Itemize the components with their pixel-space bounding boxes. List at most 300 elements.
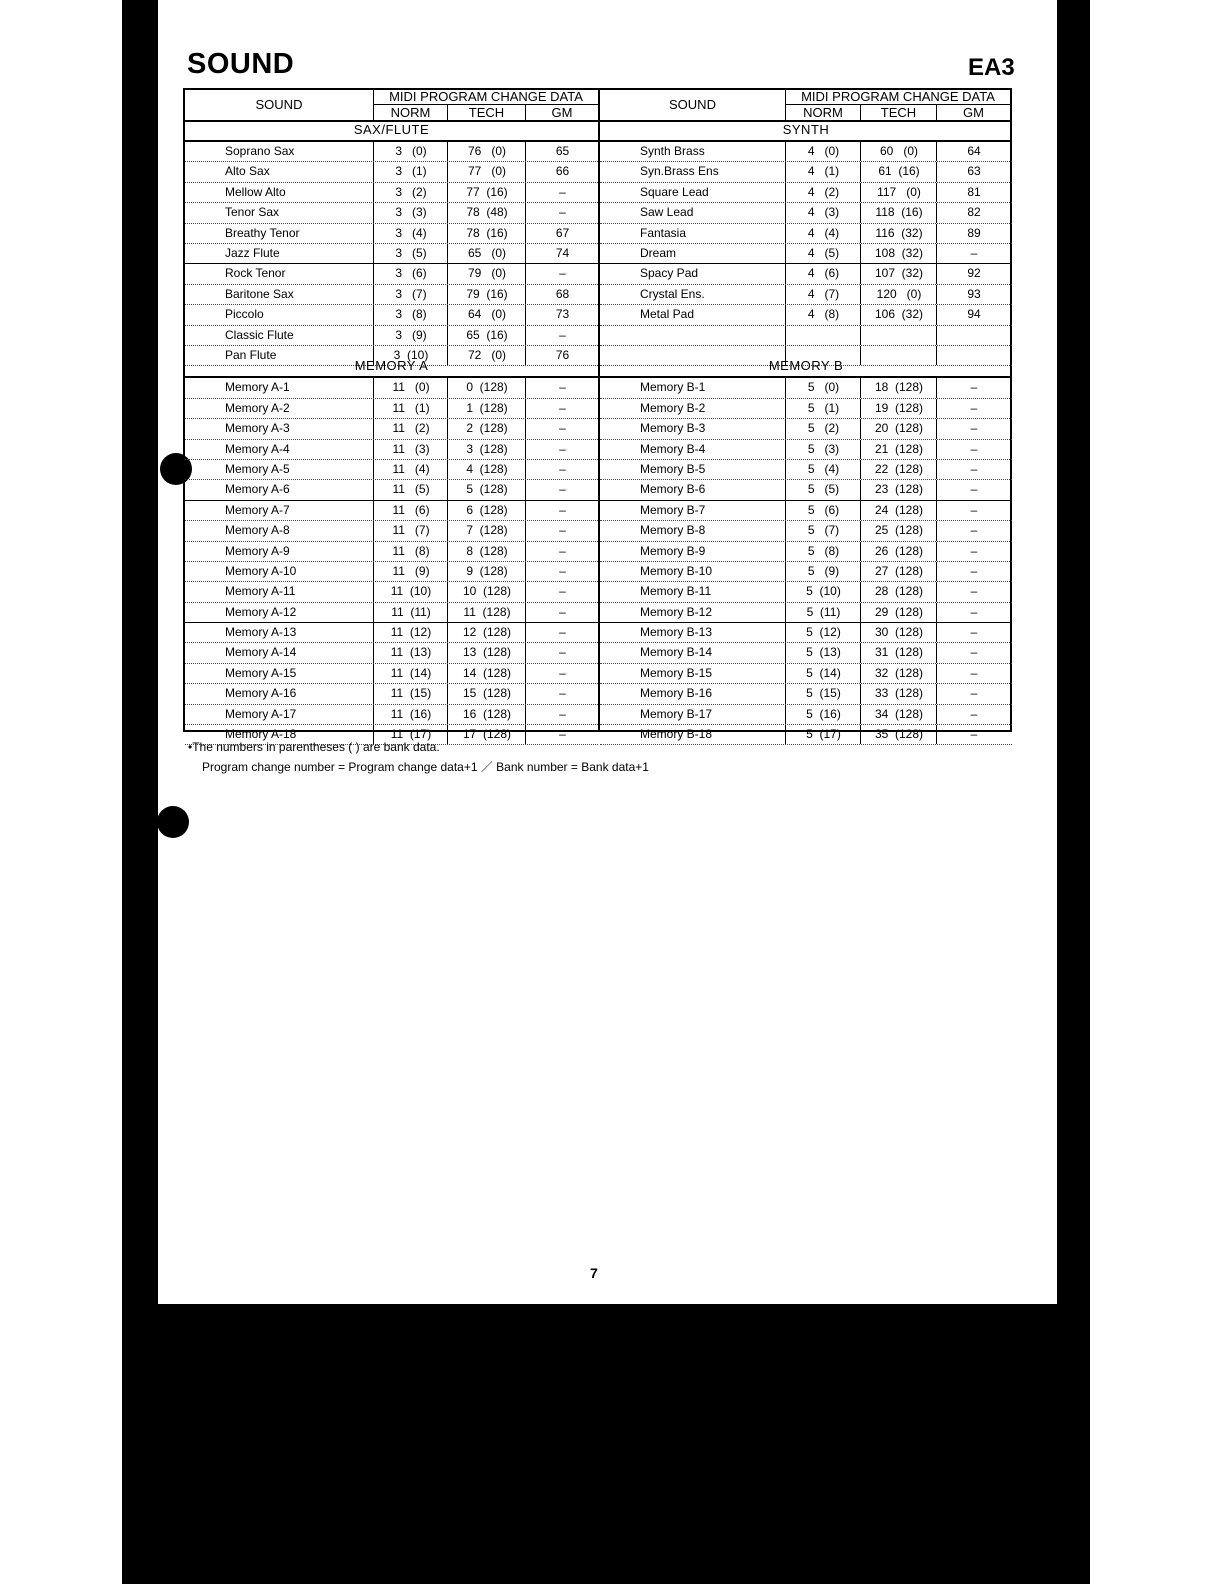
gm-value: –	[525, 684, 599, 703]
gm-value: –	[936, 440, 1011, 459]
table-row	[185, 399, 598, 419]
section-title: MEMORY B	[600, 356, 1012, 378]
norm-value: 3 (1)	[373, 162, 448, 181]
gm-value: –	[525, 378, 599, 397]
sound-name: Saw Lead	[640, 205, 694, 220]
sound-name: Alto Sax	[225, 164, 270, 179]
sound-name: Soprano Sax	[225, 144, 295, 158]
tech-value: 79 (0)	[447, 264, 526, 283]
sound-name: Memory B-12	[640, 604, 713, 619]
table-row	[600, 521, 1012, 541]
footnote-bank-data: •The numbers in parentheses ( ) are bank data.	[188, 740, 440, 754]
tech-value: 0 (128)	[447, 378, 526, 397]
tech-value: 10 (128)	[447, 582, 526, 601]
tech-value: 30 (128)	[860, 623, 937, 642]
norm-value: 5 (14)	[785, 664, 861, 683]
gm-value: 89	[936, 224, 1011, 243]
sound-name: Memory A-15	[225, 665, 297, 680]
sound-name: Memory B-2	[640, 400, 706, 415]
gm-value: –	[525, 603, 599, 622]
table-row	[185, 183, 598, 203]
norm-value: 4 (1)	[785, 162, 861, 181]
tech-value: 32 (128)	[860, 664, 937, 683]
tech-value: 29 (128)	[860, 603, 937, 622]
sound-name: Tenor Sax	[225, 205, 280, 220]
table-row	[600, 162, 1012, 182]
gm-value: 76	[525, 346, 599, 365]
gm-value: –	[525, 664, 599, 683]
norm-value: 3 (10)	[373, 346, 448, 365]
norm-value: 5 (1)	[785, 399, 861, 418]
norm-value: 11 (2)	[373, 419, 448, 438]
norm-value: 11 (16)	[373, 705, 448, 724]
gm-value: –	[936, 643, 1011, 662]
table-row	[185, 378, 598, 398]
gm-value: –	[525, 542, 599, 561]
tech-value: 12 (128)	[447, 623, 526, 642]
table-row	[185, 162, 598, 182]
gm-value: –	[525, 725, 599, 744]
table-row	[185, 244, 598, 264]
section-title: SYNTH	[600, 120, 1012, 142]
sound-name: Memory A-5	[225, 461, 290, 476]
sound-name: Memory A-17	[225, 706, 297, 721]
norm-value: 4 (5)	[785, 244, 861, 263]
tech-value: 72 (0)	[447, 346, 526, 365]
gm-value: –	[525, 419, 599, 438]
sound-name: Memory B-11	[640, 584, 712, 599]
tech-value: 21 (128)	[860, 440, 937, 459]
tech-value: 108 (32)	[860, 244, 937, 263]
tech-value: 7 (128)	[447, 521, 526, 540]
norm-value: 11 (4)	[373, 460, 448, 479]
norm-value: 5 (17)	[785, 725, 861, 744]
gm-value: 92	[936, 264, 1011, 283]
gm-value: –	[525, 326, 599, 345]
table-row	[185, 264, 598, 284]
header-midi: MIDI PROGRAM CHANGE DATA	[785, 90, 1010, 105]
norm-value: 11 (14)	[373, 664, 448, 683]
sound-name: Crystal Ens.	[640, 286, 705, 301]
norm-value: 11 (13)	[373, 643, 448, 662]
gm-value: –	[525, 562, 599, 581]
tech-value: 28 (128)	[860, 582, 937, 601]
norm-value	[785, 326, 861, 345]
gm-value: –	[936, 562, 1011, 581]
norm-value: 4 (3)	[785, 203, 861, 222]
table-row	[600, 480, 1012, 500]
norm-value: 11 (9)	[373, 562, 448, 581]
sound-name: Memory B-6	[640, 482, 706, 497]
tech-value: 23 (128)	[860, 480, 937, 499]
table-row	[600, 244, 1012, 264]
table-row	[185, 460, 598, 480]
tech-value: 78 (16)	[447, 224, 526, 243]
table-row	[185, 326, 598, 346]
tech-value: 33 (128)	[860, 684, 937, 703]
norm-value: 11 (7)	[373, 521, 448, 540]
sound-name: Memory A-8	[225, 523, 290, 538]
tech-value: 20 (128)	[860, 419, 937, 438]
table-row	[600, 440, 1012, 460]
gm-value: –	[936, 603, 1011, 622]
norm-value: 3 (2)	[373, 183, 448, 202]
norm-value: 3 (3)	[373, 203, 448, 222]
tech-value: 11 (128)	[447, 603, 526, 622]
gm-value: 63	[936, 162, 1011, 181]
sound-name: Metal Pad	[640, 307, 695, 322]
norm-value: 11 (1)	[373, 399, 448, 418]
gm-value: 65	[525, 142, 599, 161]
sound-name: Breathy Tenor	[225, 225, 300, 240]
gm-value: –	[936, 480, 1011, 499]
table-row	[600, 305, 1012, 325]
table-row	[600, 643, 1012, 663]
gm-value: 64	[936, 142, 1011, 161]
tech-value: 61 (16)	[860, 162, 937, 181]
norm-value: 5 (0)	[785, 378, 861, 397]
norm-value: 4 (7)	[785, 285, 861, 304]
gm-value: –	[936, 399, 1011, 418]
sound-name: Memory B-9	[640, 543, 706, 558]
norm-value: 5 (15)	[785, 684, 861, 703]
table-row	[600, 664, 1012, 684]
table-row	[600, 705, 1012, 725]
norm-value: 5 (5)	[785, 480, 861, 499]
norm-value: 11 (5)	[373, 480, 448, 499]
sound-name: Mellow Alto	[225, 184, 286, 199]
tech-value: 3 (128)	[447, 440, 526, 459]
sound-name: Memory A-9	[225, 543, 290, 558]
norm-value: 11 (3)	[373, 440, 448, 459]
header-tech: TECH	[860, 105, 936, 120]
gm-value: –	[525, 460, 599, 479]
sound-name: Memory A-18	[225, 727, 297, 742]
table-row	[185, 142, 598, 162]
norm-value: 5 (10)	[785, 582, 861, 601]
table-header	[185, 90, 598, 122]
norm-value: 5 (7)	[785, 521, 861, 540]
tech-value: 77 (16)	[447, 183, 526, 202]
sound-name: Memory A-12	[225, 604, 297, 619]
norm-value: 3 (7)	[373, 285, 448, 304]
table-row	[185, 501, 598, 521]
gm-value: –	[525, 705, 599, 724]
sound-name: Memory A-1	[225, 380, 290, 395]
sound-name: Memory B-1	[640, 380, 706, 395]
gm-value: –	[525, 643, 599, 662]
footnote-formula: Program change number = Program change data+1 ／ Bank number = Bank data+1	[202, 760, 649, 774]
sound-name: Memory A-6	[225, 482, 290, 497]
norm-value: 11 (6)	[373, 501, 448, 520]
sound-name: Memory A-11	[225, 584, 296, 599]
section-title: SAX/FLUTE	[185, 120, 598, 142]
table-row	[185, 480, 598, 500]
norm-value: 11 (8)	[373, 542, 448, 561]
table-row	[185, 603, 598, 623]
gm-value: –	[525, 440, 599, 459]
tech-value: 22 (128)	[860, 460, 937, 479]
gm-value: –	[936, 582, 1011, 601]
sound-name: Memory B-16	[640, 686, 713, 701]
tech-value: 35 (128)	[860, 725, 937, 744]
table-row	[185, 562, 598, 582]
table-row	[185, 623, 598, 643]
tech-value: 13 (128)	[447, 643, 526, 662]
program-change-table	[183, 88, 1012, 742]
norm-value: 4 (8)	[785, 305, 861, 324]
gm-value: 81	[936, 183, 1011, 202]
table-row	[600, 183, 1012, 203]
table-row	[600, 378, 1012, 398]
left-table	[185, 89, 598, 742]
header-sound: SOUND	[669, 97, 716, 112]
sound-name: Memory A-14	[225, 645, 297, 660]
norm-value: 11 (17)	[373, 725, 448, 744]
tech-value: 76 (0)	[447, 142, 526, 161]
tech-value: 16 (128)	[447, 705, 526, 724]
table-row	[185, 664, 598, 684]
table-row	[600, 562, 1012, 582]
table-row	[600, 582, 1012, 602]
gm-value: 66	[525, 162, 599, 181]
gm-value: –	[936, 623, 1011, 642]
norm-value: 5 (12)	[785, 623, 861, 642]
tech-value: 106 (32)	[860, 305, 937, 324]
tech-value: 107 (32)	[860, 264, 937, 283]
norm-value: 5 (11)	[785, 603, 861, 622]
tech-value: 60 (0)	[860, 142, 937, 161]
table-header	[600, 90, 1012, 122]
sound-name: Baritone Sax	[225, 286, 294, 301]
gm-value: 82	[936, 203, 1011, 222]
sound-name: Dream	[640, 245, 677, 260]
tech-value: 118 (16)	[860, 203, 937, 222]
gm-value: –	[936, 244, 1011, 263]
sound-name: Memory A-7	[225, 502, 290, 517]
gm-value: –	[525, 203, 599, 222]
sound-name: Syn.Brass Ens	[640, 164, 719, 179]
norm-value: 3 (8)	[373, 305, 448, 324]
table-row	[600, 142, 1012, 162]
norm-value: 3 (0)	[373, 142, 448, 161]
table-row	[185, 521, 598, 541]
sound-name: Classic Flute	[225, 327, 294, 342]
table-row	[600, 399, 1012, 419]
gm-value: 68	[525, 285, 599, 304]
header-tech: TECH	[447, 105, 525, 120]
tech-value: 15 (128)	[447, 684, 526, 703]
gm-value: 93	[936, 285, 1011, 304]
table-row	[185, 542, 598, 562]
gm-value: –	[936, 501, 1011, 520]
binder-hole	[157, 806, 189, 838]
gm-value: 74	[525, 244, 599, 263]
table-row	[600, 224, 1012, 244]
sound-name: Memory B-5	[640, 461, 706, 476]
gm-value: –	[936, 684, 1011, 703]
sound-name: Rock Tenor	[225, 266, 286, 281]
sound-name: Memory B-14	[640, 645, 713, 660]
norm-value: 5 (16)	[785, 705, 861, 724]
sound-name: Memory B-10	[640, 563, 713, 578]
table-row	[185, 305, 598, 325]
tech-value: 18 (128)	[860, 378, 937, 397]
sound-name: Memory A-10	[225, 563, 297, 578]
tech-value: 31 (128)	[860, 643, 937, 662]
scan-border-bottom	[122, 1304, 1090, 1584]
table-row	[185, 285, 598, 305]
header-gm: GM	[936, 105, 1010, 120]
norm-value: 11 (15)	[373, 684, 448, 703]
tech-value: 77 (0)	[447, 162, 526, 181]
tech-value: 4 (128)	[447, 460, 526, 479]
sound-name: Memory A-3	[225, 421, 290, 436]
norm-value: 3 (4)	[373, 224, 448, 243]
norm-value: 5 (3)	[785, 440, 861, 459]
tech-value: 27 (128)	[860, 562, 937, 581]
section-title: MEMORY A	[185, 356, 598, 378]
table-row	[185, 224, 598, 244]
gm-value: 73	[525, 305, 599, 324]
tech-value: 120 (0)	[860, 285, 937, 304]
tech-value: 8 (128)	[447, 542, 526, 561]
gm-value: –	[936, 664, 1011, 683]
table-row	[600, 623, 1012, 643]
header-norm: NORM	[785, 105, 860, 120]
table-row	[185, 419, 598, 439]
tech-value: 14 (128)	[447, 664, 526, 683]
gm-value: 67	[525, 224, 599, 243]
gm-value: –	[525, 183, 599, 202]
right-table	[598, 89, 1012, 742]
sound-name: Memory B-8	[640, 523, 706, 538]
table-row	[185, 203, 598, 223]
norm-value: 4 (6)	[785, 264, 861, 283]
tech-value: 2 (128)	[447, 419, 526, 438]
tech-value: 6 (128)	[447, 501, 526, 520]
norm-value: 11 (11)	[373, 603, 448, 622]
tech-value: 117 (0)	[860, 183, 937, 202]
gm-value: –	[525, 623, 599, 642]
tech-value: 79 (16)	[447, 285, 526, 304]
norm-value: 3 (6)	[373, 264, 448, 283]
tech-value: 24 (128)	[860, 501, 937, 520]
tech-value: 65 (0)	[447, 244, 526, 263]
gm-value: –	[525, 582, 599, 601]
gm-value: –	[525, 501, 599, 520]
norm-value: 11 (10)	[373, 582, 448, 601]
tech-value: 65 (16)	[447, 326, 526, 345]
tech-value: 26 (128)	[860, 542, 937, 561]
sound-name: Memory B-18	[640, 727, 713, 742]
page-number: 7	[590, 1265, 598, 1281]
tech-value: 9 (128)	[447, 562, 526, 581]
gm-value: –	[936, 725, 1011, 744]
table-row	[600, 684, 1012, 704]
gm-value: –	[936, 521, 1011, 540]
tech-value: 5 (128)	[447, 480, 526, 499]
sound-name: Memory A-4	[225, 441, 290, 456]
table-row	[185, 705, 598, 725]
sound-name: Memory B-15	[640, 665, 713, 680]
table-row	[600, 264, 1012, 284]
norm-value: 4 (0)	[785, 142, 861, 161]
norm-value: 3 (5)	[373, 244, 448, 263]
table-row	[600, 326, 1012, 346]
tech-value: 19 (128)	[860, 399, 937, 418]
sound-name: Memory B-13	[640, 625, 713, 640]
sound-name: Memory B-4	[640, 441, 706, 456]
sound-name: Jazz Flute	[225, 245, 280, 260]
norm-value: 4 (4)	[785, 224, 861, 243]
sound-name: Memory B-7	[640, 502, 706, 517]
table-row	[185, 582, 598, 602]
gm-value: –	[525, 264, 599, 283]
table-row	[185, 440, 598, 460]
gm-value: –	[525, 521, 599, 540]
header-norm: NORM	[373, 105, 447, 120]
gm-value: –	[936, 378, 1011, 397]
norm-value: 3 (9)	[373, 326, 448, 345]
table-row	[600, 203, 1012, 223]
tech-value: 34 (128)	[860, 705, 937, 724]
norm-value: 5 (13)	[785, 643, 861, 662]
table-row	[600, 285, 1012, 305]
table-row	[600, 542, 1012, 562]
norm-value: 4 (2)	[785, 183, 861, 202]
tech-value	[860, 326, 937, 345]
tech-value: 17 (128)	[447, 725, 526, 744]
model-label: EA3	[968, 54, 1015, 81]
gm-value: –	[936, 419, 1011, 438]
norm-value: 5 (2)	[785, 419, 861, 438]
gm-value: –	[936, 705, 1011, 724]
table-row	[600, 603, 1012, 623]
gm-value: –	[525, 480, 599, 499]
sound-name: Square Lead	[640, 184, 709, 199]
norm-value: 5 (4)	[785, 460, 861, 479]
tech-value: 25 (128)	[860, 521, 937, 540]
tech-value: 78 (48)	[447, 203, 526, 222]
norm-value: 11 (12)	[373, 623, 448, 642]
sound-name: Spacy Pad	[640, 266, 699, 281]
tech-value: 1 (128)	[447, 399, 526, 418]
tech-value: 64 (0)	[447, 305, 526, 324]
table-row	[600, 501, 1012, 521]
gm-value: –	[525, 399, 599, 418]
page-title: SOUND	[187, 48, 295, 80]
sound-name: Fantasia	[640, 225, 687, 240]
sound-name: Memory A-16	[225, 686, 297, 701]
sound-name: Pan Flute	[225, 347, 277, 362]
table-row	[185, 684, 598, 704]
header-midi: MIDI PROGRAM CHANGE DATA	[373, 90, 598, 105]
header-gm: GM	[525, 105, 598, 120]
table-row	[185, 643, 598, 663]
tech-value: 116 (32)	[860, 224, 937, 243]
gm-value: –	[936, 542, 1011, 561]
sound-name: Memory B-17	[640, 706, 713, 721]
gm-value: 94	[936, 305, 1011, 324]
sound-name	[600, 326, 785, 345]
table-row	[600, 725, 1012, 745]
sound-name: Memory A-2	[225, 400, 290, 415]
sound-name: Piccolo	[225, 307, 264, 322]
norm-value: 5 (9)	[785, 562, 861, 581]
gm-value	[936, 326, 1011, 345]
norm-value: 5 (6)	[785, 501, 861, 520]
